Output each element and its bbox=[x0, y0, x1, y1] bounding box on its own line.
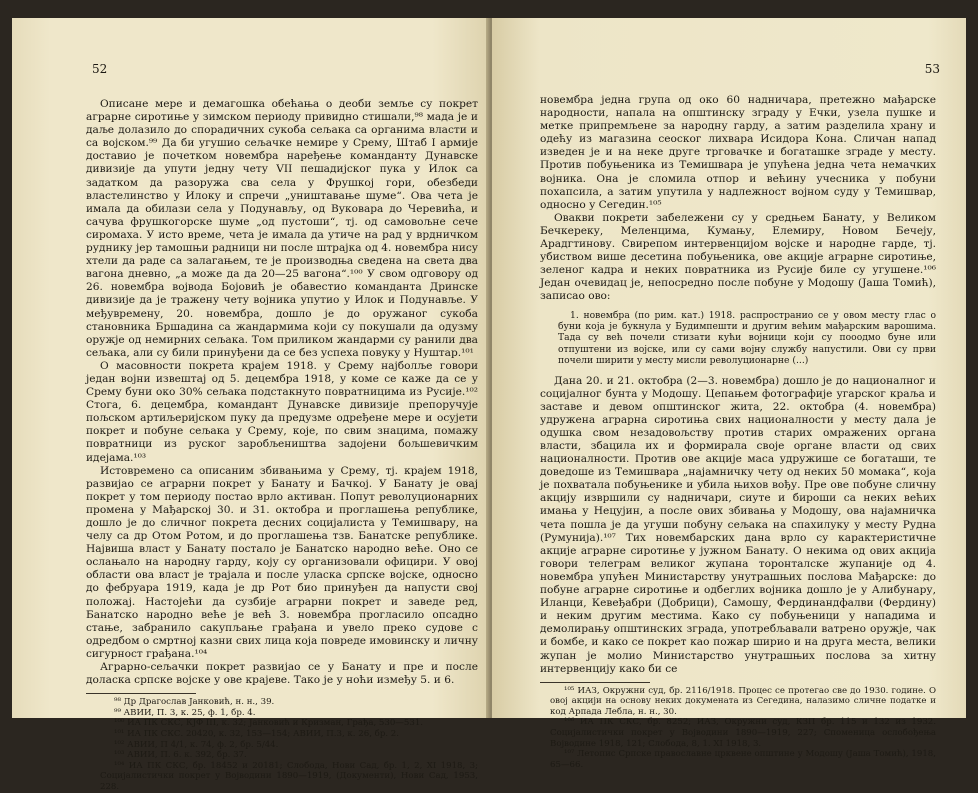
paragraph: Овакви покрети забележени су у средњем Банату, у Великом Бечкереку, Меленцима, Кумању, Елемиру, Новом Бечеју, Арадгтинову. Свирепом интервенцијом војске и народне гарде, тј. убиством више десетина побуњеника, ове акције аграрне сиротиње, зеленог кадра и неких повратника из Русије биле су угушене.¹⁰⁶ Један очевидац је, непосредно после побуне у Модошу (Јаша Томић), записао ово: bbox=[540, 211, 936, 303]
right-page-body bbox=[540, 94, 936, 770]
footnote-rule bbox=[86, 693, 196, 694]
footnote: ⁹⁹ АВИИ, П. 3, к. 25, ф. 1, бр. 4. bbox=[114, 707, 256, 718]
footnote: ¹⁰⁵ ИАЗ, Окружни суд, бр. 2116/1918. Процес се протегао све до 1930. године. О овој акцији на основу неких докумената из Сегедина, налазимо сличне податке и код Арпада Лебла, н. н., 30. bbox=[550, 685, 936, 717]
paragraph: О масовности покрета крајем 1918. у Срему најболље говори један војни извештај од 5. децембра 1918, у коме се каже да се у Срему буни око 30% сељака подстакнуто повратницима из Русије.¹⁰² Стога, 6. децембра, командант Дунавске дивизије препоручује пољском артиљеријском пуку да предузме одређене мере и осујети покрет и побуне сељака у Срему, које, по свим знацима, помажу повратници из руског заробљеништва задојени бољшевичким идејама.¹⁰³ bbox=[86, 359, 478, 464]
right-page bbox=[492, 18, 966, 770]
footnote: ¹⁰⁷ Летопис Српске православне црквене општине у Модошу (Јаша Томић), 1918, 65—66. bbox=[550, 749, 936, 770]
footnote: ¹⁰² АВИИ, П 4/1, к. 74, ф. 2, бр. 5/44. bbox=[114, 739, 279, 750]
paragraph: Дана 20. и 21. октобра (2—3. новембра) дошло је до националног и социјалног бунта у Модошу. Цепањем фотографије угарског краља и заставе и девом општинског жита, 22. октобра (4. новембра) удружена аграрна сиротиња свих националности у месту дала је одушка свом незадовољству против старих омражених органа власти, збацила их и формирала своје органе власти од свих националности. Против ове акције маса удружише се богаташи, те доведоше из Темишвара „најамничку чету од неких 50 момака“, која је похватала побуњенике и убила њихов вођу. Пре ове побуне сличну акцију извршили су надничари, сиуте и бироши са неких већих имања у Нецујин, а после ових збивања у Модошу, ова најамничка чета пошла је да угуши побуну сељака на спахилуку у месту Рудна (Румунија).¹⁰⁷ Тих новембарских дана врло су карактеристичне акције аграрне сиротиње у јужном Банату. О некима од ових акција говори телеграм великог жупана торонталске жупаније од 4. новембра упућен Министарству унутрашњих послова Мађарске: до побуне аграрне сиротиње и одбеглих војника дошло је у Алибунару, Иланци, Кевеђабри (Добрици), Самошу, Фердинандфалви (Фердину) и неким другим местима. Како су побуњеници у нападима и демолирању општинских зграда, употребљавали ватрено оружје, чак и бомбе, и како се покрет као пожар ширио и на друга места, велики жупан је молио Министарство унутрашњих послова за хитну интервенцију како би се bbox=[540, 374, 936, 675]
paragraph: Истовремено са описаним збивањима у Срему, тј. крајем 1918, развијао се аграрни покрет у Банату и Бачкој. У Банату је овај покрет у том периоду постао врло активан. Попут револуционарних промена у Мађарској 30. и 31. октобра и проглашења републике, дошло је до сличног покрета десних социјалиста у Темишвару, на челу са др Отом Ротом, и до проглашења тзв. Банатске републике. Највиша власт у Банату постало је Банатско народно веће. Оно се ослањало на народну гарду, коју су организовали официри. У овој области ова власт је трајала и после уласка српске војске, односно до фебруара 1919, када је др Рот био принуђен да напусти свој положај. Настојећи да сузбије аграрни покрет и заведе ред, Банатско народно веће је већ 3. новембра прогласило опсадно стање, забранило сакупљање грађана и увело преко судове с одредбом о смртној казни свих лица која повреде имовинску и личну сигурност грађана.¹⁰⁴ bbox=[86, 464, 478, 660]
quote-text: 1. новембра (по рим. кат.) 1918. распространио се у овом месту глас о буни која је букнула у Будимпешти и другим већим мађарским варошима. Тада су већ почели стизати кући војници који су пооодмо буне или отпуштени из војске, или су сами војну службу напустили. Ови су први почели ширити у месту мисли револуционарне (...) bbox=[558, 309, 936, 367]
footnote: ¹⁰³ АВИИ, П. 6. к. 392, бр. 37. bbox=[114, 750, 247, 761]
left-page bbox=[12, 18, 490, 792]
page-number-left: 52 bbox=[92, 62, 108, 76]
block-quote bbox=[558, 310, 936, 367]
left-page-body bbox=[86, 98, 478, 793]
footnote: ¹⁰⁶ ИА ПК СКС, бр. 8252; ИАЗ, Окружни суд, КЗП бр. 115 и 132 из 1932. Социјалистички покрет у Војводини 1890—1919, 227; Споменица ослобођења Војводине 1918, 121; Слобода, 8, 1. XI 1918, 3. bbox=[550, 717, 936, 749]
paragraph: новембра једна група од око 60 надничара, претежно мађарске народности, напала на општинску зграду у Ечки, узела пушке и метке припремљене за народну гарду, а затим разделила храну и одећу из магазина сеоског лихвара Исидора Кона. Сличан напад изведен је и на неке друге трговачке и богаташке зграде у месту. Против побуњеника из Темишвара је упућена једна чета немачких војника. Она је сломила отпор и већину учесника у побуни похапсила, а затим упутила у надлежност војном суду у Темишвар, односно у Сегедин.¹⁰⁵ bbox=[540, 94, 936, 211]
footnote: ¹⁰¹ ИА ПК СКС. 20420, к. 32, 153—154; АВИИ, П.3, к. 26, бр. 2. bbox=[114, 729, 400, 739]
paragraph: Аграрно-сељачки покрет развијао се у Банату и пре и после доласка српске војске у ове крајеве. Тако је у ноћи између 5. и 6. bbox=[86, 661, 478, 687]
footnote: ¹⁰⁴ ИА ПК СКС, бр. 18452 и 20181; Слобода, Нови Сад, бр. 1, 2, XI 1918, 3; Социјалистички покрет у Војводини 1890—1919, (Документи), Нови Сад, 1953, 228. bbox=[100, 760, 478, 792]
paragraph: Описане мере и демагошка обећања о деоби земље су покрет аграрне сиротиње у зимском периоду привидно стишали,⁹⁸ мада је и даље долазило до спорадичних сукоба сељака са органима власти и са војском.⁹⁹ Да би угушио сељачке немире у Срему, Штаб I армије доставио је почетком новембра наређење команданту Дунавске дивизије да упути једну чету VII пешадијског пука у Илок са задатком да разоружа сва села у Фрушкој гори, обезбеди властелинство у Илоку и спречи „уништавање шуме“. Ова чета је имала да обилази села у Подунављу, од Вуковара до Черевића, и сачува фрушкогорске шуме „од пустоши“, тј. од самовољне сече сиромаха. У исто време, чета је имала да утиче на рад у врдничком руднику јер тамошњи радници ни после штрајка од 4. новембра нису хтели да раде са залагањем, те је производња сведена на света два вагона дневно, „а може да да 20—25 вагона“.¹⁰⁰ У свом одговору од 26. новембра војвода Бојовић је обавестио команданта Дринске дивизије да је тражену чету војника упутио у Илок и Подунавље. У међувремену, 20. новембра, дошло је до оружаног сукоба становника Бршадина са жандармима који су покушали да одузму оружје од немирних сељака. Том приликом жандарми су ранили два сељака, али су били принуђени да се без успеха повуку у Нуштар.¹⁰¹ bbox=[86, 98, 478, 359]
footnote-rule bbox=[540, 682, 650, 683]
footnote: ¹⁰⁰ ИА ПК СКС, КЈФ III, к. 32; Јанковић и Кризман, Грађа, 530—531. bbox=[114, 718, 424, 729]
footnote: ⁹⁸ Др Драгослав Јанковић, н. н., 39. bbox=[114, 697, 275, 708]
page-number-right: 53 bbox=[924, 62, 940, 76]
